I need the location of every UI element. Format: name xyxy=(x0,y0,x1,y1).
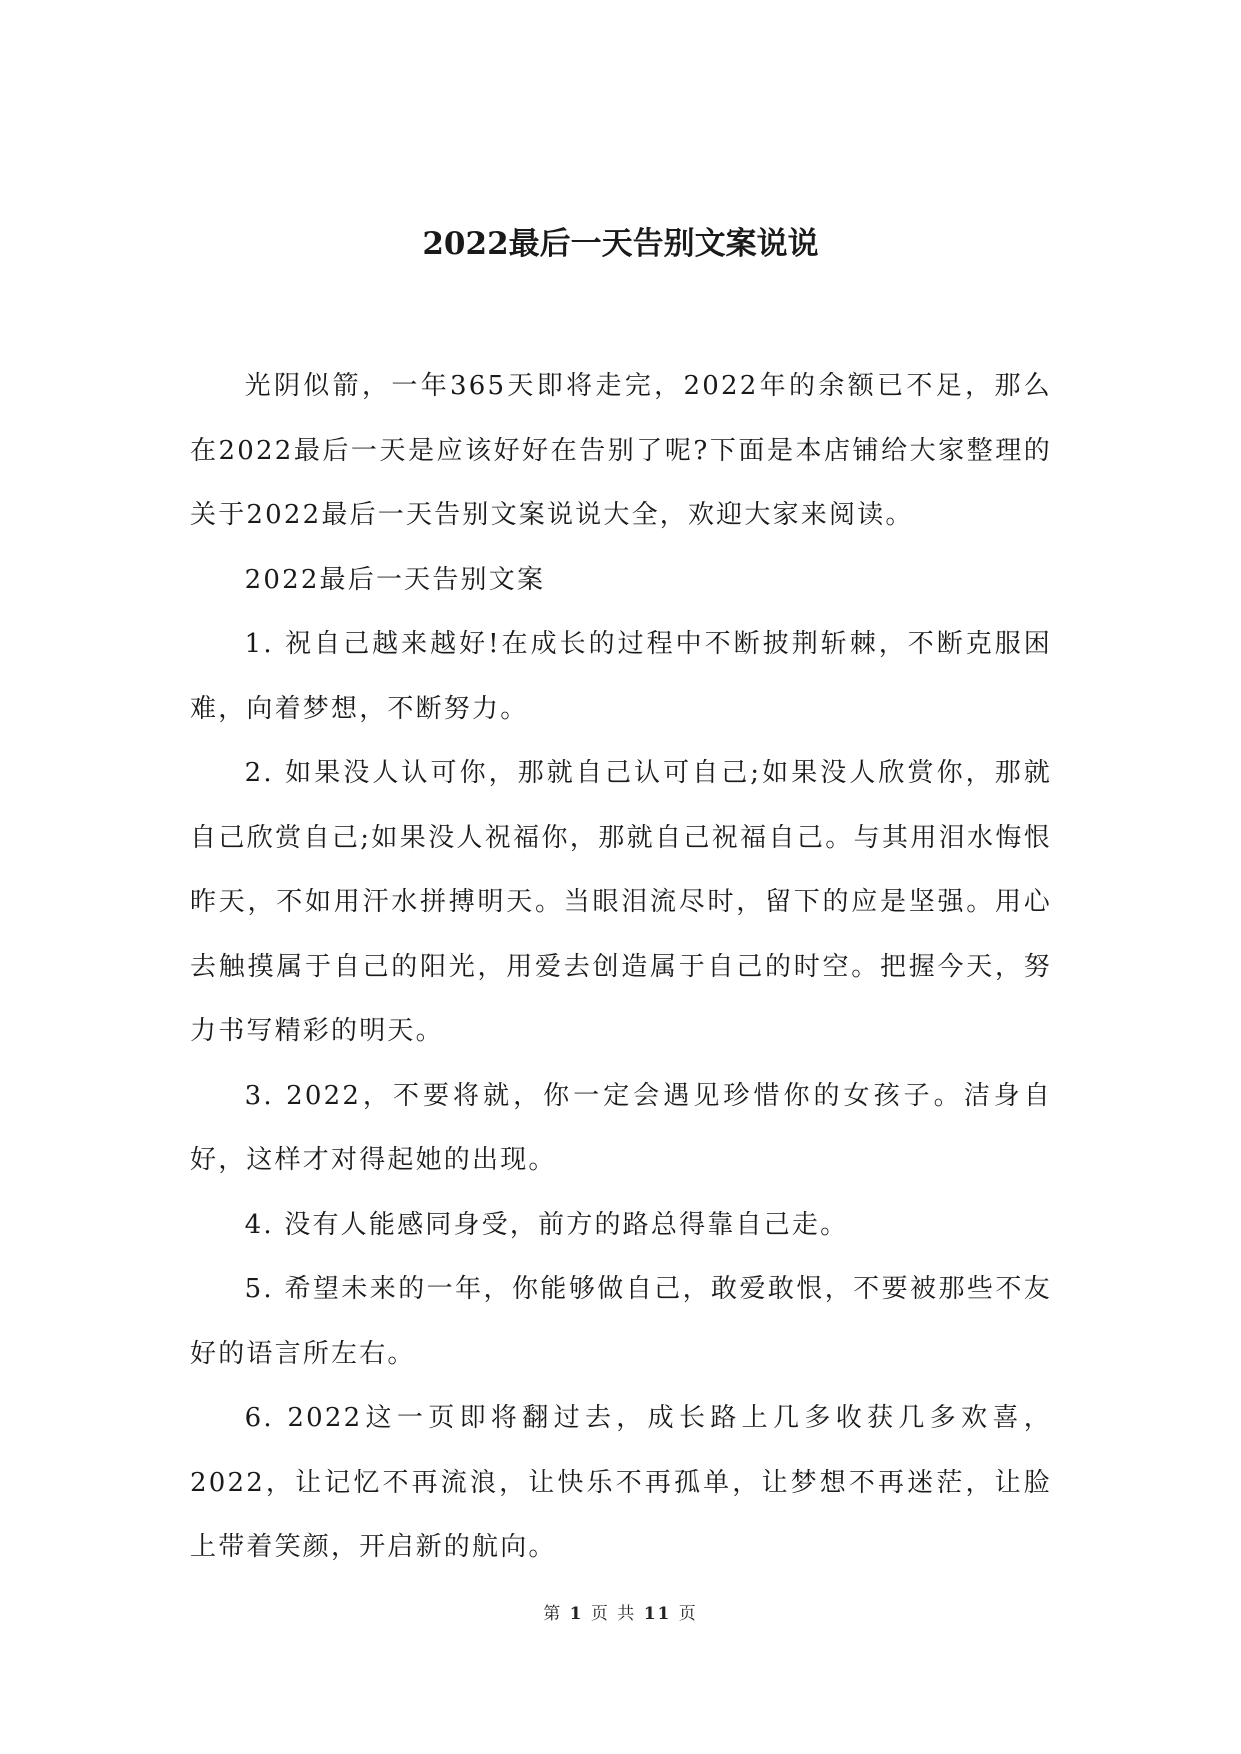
document-title: 2022最后一天告别文案说说 xyxy=(422,226,819,262)
list-item-3: 3. 2022，不要将就，你一定会遇见珍惜你的女孩子。洁身自好，这样才对得起她的出现。 xyxy=(190,1080,1052,1175)
footer-prefix: 第 xyxy=(543,1604,563,1624)
intro-paragraph: 光阴似箭，一年365天即将走完，2022年的余额已不足，那么在2022最后一天是应该好好在告别了呢?下面是本店铺给大家整理的关于2022最后一天告别文案说说大全，欢迎大家来阅读。 xyxy=(190,371,1052,530)
page-footer xyxy=(0,1602,1241,1626)
footer-current-page: 1 xyxy=(569,1604,584,1624)
list-item-1: 1. 祝自己越来越好!在成长的过程中不断披荆斩棘，不断克服困难，向着梦想，不断努力。 xyxy=(190,629,1052,724)
footer-suffix: 页 xyxy=(678,1604,698,1624)
list-item-6: 6. 2022这一页即将翻过去，成长路上几多收获几多欢喜，2022，让记忆不再流浪，让快乐不再孤单，让梦想不再迷茫，让脸上带着笑颜，开启新的航向。 xyxy=(190,1403,1052,1562)
document-body xyxy=(190,354,1052,1580)
footer-middle: 页 共 xyxy=(590,1604,637,1624)
list-item-4: 4. 没有人能感同身受，前方的路总得靠自己走。 xyxy=(244,1209,849,1240)
section-heading: 2022最后一天告别文案 xyxy=(244,564,546,595)
footer-total-pages: 11 xyxy=(643,1604,672,1624)
list-item-2: 2. 如果没人认可你，那就自己认可自己;如果没人欣赏你，那就自己欣赏自己;如果没人祝福你，那就自己祝福自己。与其用泪水悔恨昨天，不如用汗水拼搏明天。当眼泪流尽时，留下的应是坚强。用心去触摸属于自己的阳光，用爱去创造属于自己的时空。把握今天，努力书写精彩的明天。 xyxy=(190,758,1052,1046)
list-item-5: 5. 希望未来的一年，你能够做自己，敢爱敢恨，不要被那些不友好的语言所左右。 xyxy=(190,1274,1052,1369)
